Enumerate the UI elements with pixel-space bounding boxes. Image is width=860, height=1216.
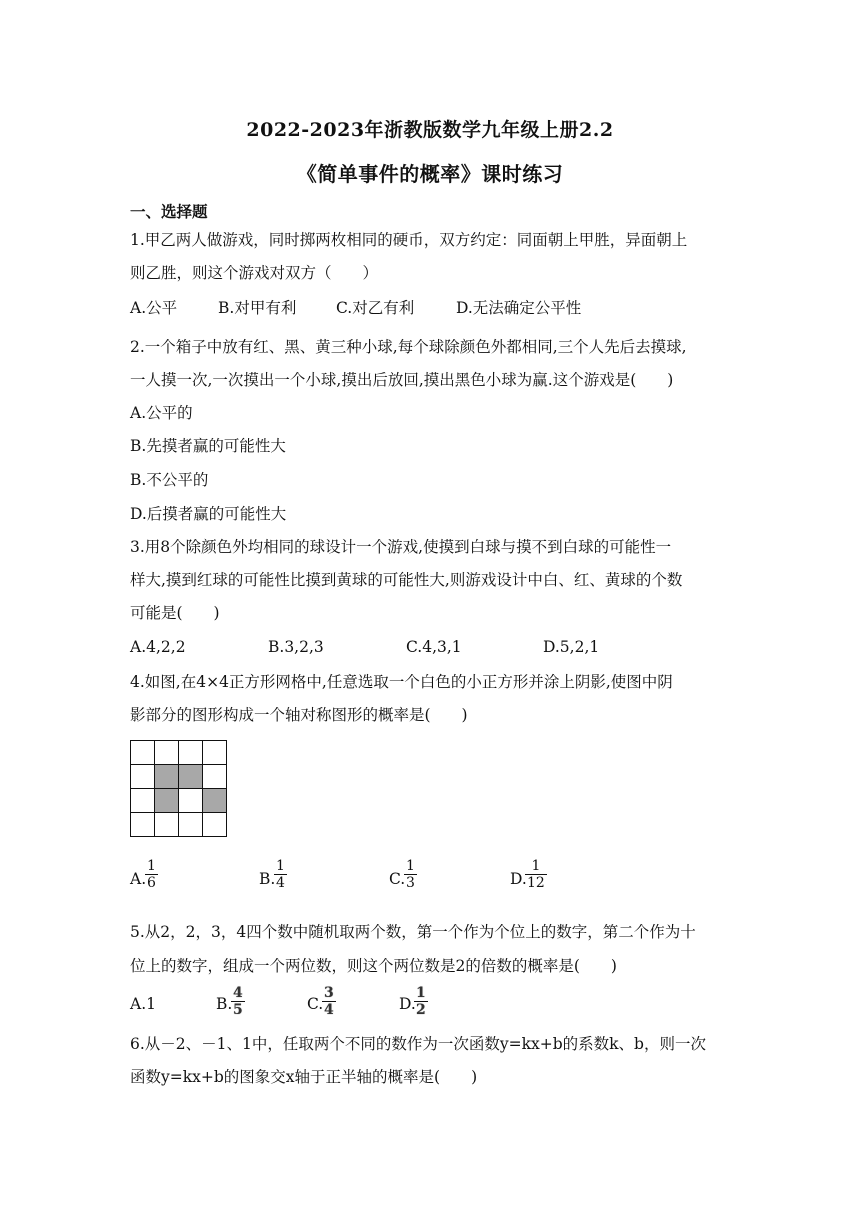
fraction-denominator: 3 — [406, 875, 415, 891]
grid-cell-white — [203, 741, 227, 765]
question-1-line-1: 1.甲乙两人做游戏，同时掷两枚相同的硬币，双方约定：同面朝上甲胜，异面朝上 — [130, 231, 688, 249]
fraction-numerator: 1 — [416, 985, 426, 1001]
grid-cell-white — [155, 813, 179, 837]
grid-cell-white — [131, 789, 155, 813]
question-2-option-a: A.公平的 — [130, 404, 193, 422]
question-4-option-c-fraction — [404, 858, 417, 891]
question-4-option-b-letter: B. — [259, 870, 276, 888]
fraction-numerator: 4 — [233, 985, 243, 1001]
grid-cell-white — [179, 813, 203, 837]
grid-cell-white — [155, 741, 179, 765]
question-2-option-d: D.后摸者赢的可能性大 — [130, 505, 287, 523]
question-5-option-b-fraction — [231, 985, 245, 1018]
question-4-option-d-letter: D. — [510, 870, 527, 888]
question-5-option-c-letter: C. — [307, 995, 324, 1013]
grid-cell-shaded — [203, 789, 227, 813]
question-4-option-c-letter: C. — [389, 870, 406, 888]
question-5-option-b-letter: B. — [216, 995, 233, 1013]
question-3-option-c: C.4,3,1 — [406, 638, 462, 656]
grid-cell-white — [131, 765, 155, 789]
document-subtitle: 《简单事件的概率》课时练习 — [296, 162, 564, 186]
fraction-numerator: 1 — [406, 858, 415, 874]
question-3-line-3: 可能是( ) — [130, 604, 220, 622]
question-1-option-c: C.对乙有利 — [336, 299, 415, 317]
fraction-numerator: 1 — [276, 858, 285, 874]
question-5-option-a: A.1 — [130, 995, 156, 1013]
question-2-line-2: 一人摸一次,一次摸出一个小球,摸出后放回,摸出黑色小球为赢.这个游戏是( ) — [130, 371, 674, 389]
grid-cell-shaded — [155, 789, 179, 813]
question-1-option-b: B.对甲有利 — [218, 299, 297, 317]
question-2-line-1: 2.一个箱子中放有红、黑、黄三种小球,每个球除颜色外都相同,三个人先后去摸球, — [130, 338, 687, 356]
question-6-line-2: 函数y=kx+b的图象交x轴于正半轴的概率是( ) — [130, 1068, 478, 1086]
fraction-denominator: 2 — [416, 1002, 426, 1018]
question-4-option-a-letter: A. — [130, 870, 147, 888]
question-4-option-d-fraction — [525, 858, 547, 891]
fraction-denominator: 4 — [276, 875, 285, 891]
question-3-option-b: B.3,2,3 — [268, 638, 324, 656]
grid-cell-white — [179, 741, 203, 765]
question-5-line-2: 位上的数字，组成一个两位数，则这个两位数是2的倍数的概率是( ) — [130, 957, 617, 975]
fraction-denominator: 6 — [147, 875, 156, 891]
question-4-line-2: 影部分的图形构成一个轴对称图形的概率是( ) — [130, 706, 468, 724]
question-4-grid-figure — [130, 740, 227, 837]
question-3-line-1: 3.用8个除颜色外均相同的球设计一个游戏,使摸到白球与摸不到白球的可能性一 — [130, 538, 672, 556]
question-2-option-c: B.不公平的 — [130, 471, 209, 489]
fraction-denominator: 5 — [233, 1002, 243, 1018]
grid-cell-shaded — [179, 765, 203, 789]
question-4-option-b-fraction — [274, 858, 287, 891]
grid-cell-white — [203, 813, 227, 837]
fraction-denominator: 4 — [324, 1002, 334, 1018]
question-1-option-d: D.无法确定公平性 — [456, 299, 582, 317]
question-2-option-b: B.先摸者赢的可能性大 — [130, 437, 286, 455]
question-5-option-d-fraction — [414, 985, 428, 1018]
question-3-option-d: D.5,2,1 — [543, 638, 600, 656]
fraction-numerator: 1 — [147, 858, 156, 874]
question-5-option-d-letter: D. — [399, 995, 416, 1013]
grid-cell-shaded — [155, 765, 179, 789]
section-heading: 一、选择题 — [130, 202, 208, 221]
question-5-line-1: 5.从2，2，3，4四个数中随机取两个数，第一个作为个位上的数字，第二个作为十 — [130, 923, 696, 941]
grid-cell-white — [131, 813, 155, 837]
question-1-option-a: A.公平 — [130, 299, 178, 317]
question-1-line-2: 则乙胜，则这个游戏对双方（ ） — [130, 264, 379, 282]
document-title: 2022-2023年浙教版数学九年级上册2.2 — [246, 119, 614, 141]
question-3-line-2: 样大,摸到红球的可能性比摸到黄球的可能性大,则游戏设计中白、红、黄球的个数 — [130, 571, 683, 589]
fraction-denominator: 12 — [527, 875, 545, 891]
question-4-line-1: 4.如图,在4×4正方形网格中,任意选取一个白色的小正方形并涂上阴影,使图中阴 — [130, 673, 673, 691]
grid-cell-white — [179, 789, 203, 813]
grid-cell-white — [203, 765, 227, 789]
question-3-option-a: A.4,2,2 — [130, 638, 186, 656]
fraction-numerator: 1 — [531, 858, 541, 874]
fraction-numerator: 3 — [324, 985, 334, 1001]
grid-cell-white — [131, 741, 155, 765]
question-6-line-1: 6.从－2、－1、1中，任取两个不同的数作为一次函数y=kx+b的系数k、b，则一次 — [130, 1035, 706, 1053]
question-5-option-c-fraction — [322, 985, 336, 1018]
question-4-option-a-fraction — [145, 858, 158, 891]
